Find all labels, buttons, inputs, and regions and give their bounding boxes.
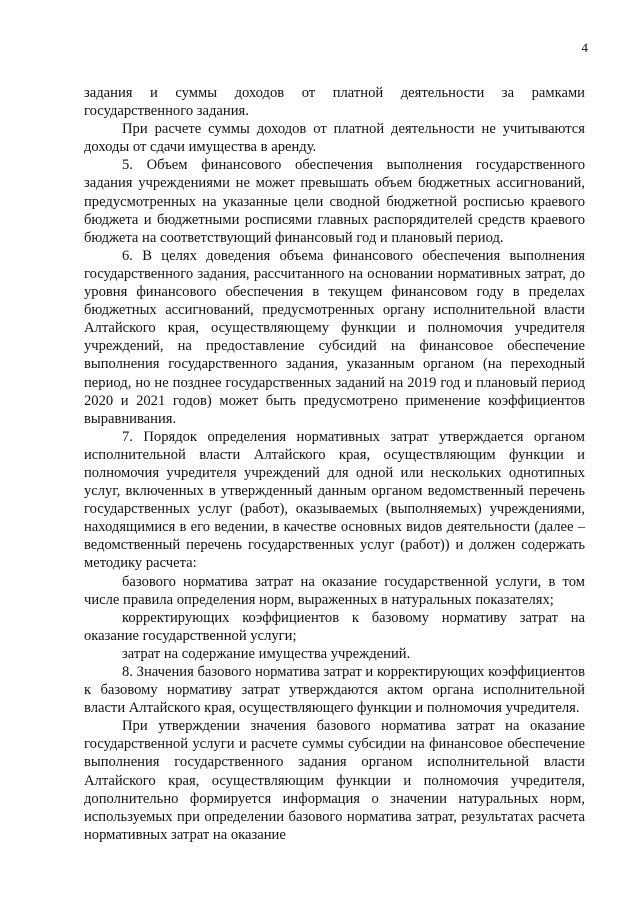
paragraph-approval-info: При утверждении значения базового норматива затрат на оказание государственной услуги и расчете суммы субсидии на финансовое обеспечение выполнения государственного задания органом исполнительной власти Алтайского края, осуществляющим функции и полномочия учредителя, дополнительно формируется информация о значении натуральных норм, используемых при определении базового норматива затрат, результатах расчета нормативных затрат на оказание xyxy=(84,718,585,843)
page-number: 4 xyxy=(581,40,588,55)
paragraph-base-norm: базового норматива затрат на оказание государственной услуги, в том числе правила определения норм, выраженных в натуральных показателях; xyxy=(84,573,585,608)
paragraph-income-exclusion: При расчете суммы доходов от платной деятельности не учитываются доходы от сдачи имущества в аренду. xyxy=(84,121,585,156)
paragraph-continuation: задания и суммы доходов от платной деятельности за рамками государственного задания. xyxy=(84,85,585,120)
paragraph-item-5: 5. Объем финансового обеспечения выполнения государственного задания учреждениями не может превышать объем бюджетных ассигнований, предусмотренных на указанные цели сводной бюджетной росписью краевого бюджета и бюджетными росписями главных распорядителей средств краевого бюджета на соответствующий финансовый год и плановый период. xyxy=(84,157,585,246)
paragraph-item-6: 6. В целях доведения объема финансового обеспечения выполнения государственного задания, рассчитанного на основании нормативных затрат, до уровня финансового обеспечения в текущем финансовом году в пределах бюджетных ассигнований, предусмотренных органу исполнительной власти Алтайского края, осуществляющему функции и полномочия учредителя учреждений, на предоставление субсидий на финансовое обеспечение выполнения государственного задания, указанным органом (на переходный период, но не позднее государственных заданий на 2019 год и плановый период 2020 и 2021 годов) может быть предусмотрено применение коэффициентов выравнивания. xyxy=(84,247,585,427)
paragraph-item-7: 7. Порядок определения нормативных затрат утверждается органом исполнительной власти Алтайского края, осуществляющим функции и полномочия учредителя учреждений для одной или нескольких однотипных услуг, включенных в утвержденный данным органом ведомственный перечень государственных услуг (работ), оказываемых (выполняемых) учреждениями, находящимися в его ведении, в качестве основных видов деятельности (далее – ведомственный перечень государственных услуг (работ)) и должен содержать методику расчета: xyxy=(84,428,585,572)
paragraph-correction-coefficients: корректирующих коэффициентов к базовому нормативу затрат на оказание государственной услуги; xyxy=(84,609,585,644)
paragraph-property-costs: затрат на содержание имущества учреждений. xyxy=(122,645,411,662)
document-body xyxy=(84,84,585,844)
paragraph-item-8: 8. Значения базового норматива затрат и корректирующих коэффициентов к базовому нормативу затрат утверждаются актом органа исполнительной власти Алтайского края, осуществляющего функции и полномочия учредителя. xyxy=(84,664,585,717)
